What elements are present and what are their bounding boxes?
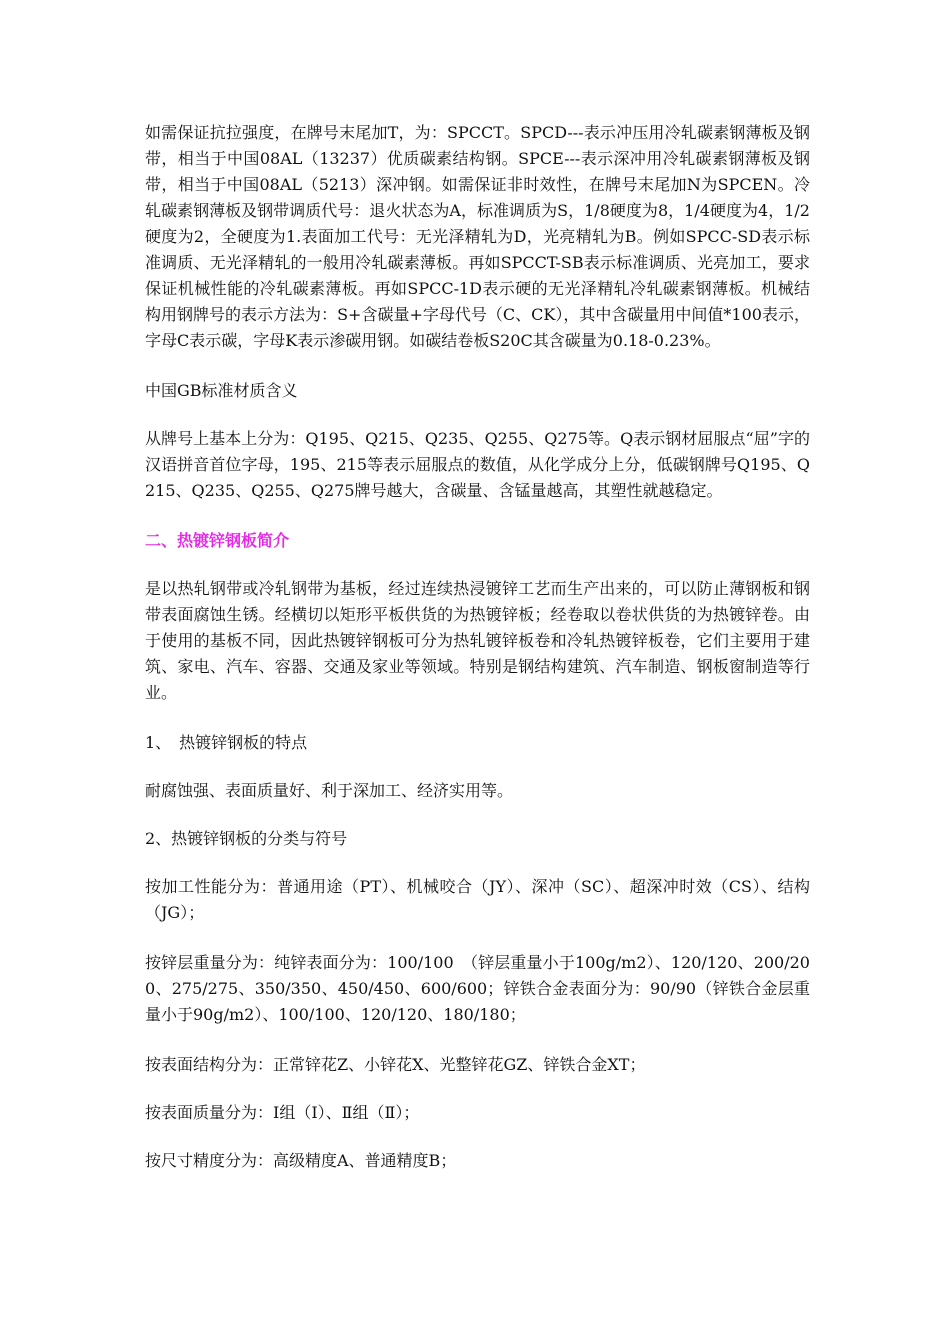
document-page [145, 120, 810, 1196]
subheading-features: 1、 热镀锌钢板的特点 [145, 733, 308, 752]
subheading-classification: 2、热镀锌钢板的分类与符号 [145, 829, 348, 848]
section-heading-galvanized: 二、热镀锌钢板简介 [145, 531, 290, 550]
paragraph-gb-grades: 从牌号上基本上分为：Q195、Q215、Q235、Q255、Q275等。Q表示钢材屈服点“屈”字的汉语拼音首位字母，195、215等表示屈服点的数值，从化学成分上分，低碳钢牌号Q195、Q215、Q235、Q255、Q275牌号越大，含碳量、含锰量越高，其塑性就越稳定。 [145, 429, 810, 500]
paragraph-galvanized-intro: 是以热轧钢带或冷轧钢带为基板，经过连续热浸镀锌工艺而生产出来的，可以防止薄钢板和钢带表面腐蚀生锈。经横切以矩形平板供货的为热镀锌板；经卷取以卷状供货的为热镀锌卷。由于使用的基板不同，因此热镀锌钢板可分为热轧镀锌板卷和冷轧热镀锌板卷，它们主要用于建筑、家电、汽车、容器、交通及家业等领域。特别是钢结构建筑、汽车制造、钢板窗制造等行业。 [145, 579, 810, 702]
paragraph-features: 耐腐蚀强、表面质量好、利于深加工、经济实用等。 [145, 781, 514, 800]
paragraph-gb-title: 中国GB标准材质含义 [145, 381, 298, 400]
paragraph-zinc-weight: 按锌层重量分为：纯锌表面分为：100/100 （锌层重量小于100g/m2）、120/120、200/200、275/275、350/350、450/450、600/600；锌铁合金表面分为：90/90（锌铁合金层重量小于90g/m2）、100/100、120/120、180/180； [145, 953, 810, 1024]
paragraph-surface-structure: 按表面结构分为：正常锌花Z、小锌花X、光整锌花GZ、锌铁合金XT； [145, 1055, 646, 1074]
paragraph-spcc-grades: 如需保证抗拉强度，在牌号末尾加T，为：SPCCT。SPCD---表示冲压用冷轧碳素钢薄板及钢带，相当于中国08AL（13237）优质碳素结构钢。SPCE---表示深冲用冷轧碳素钢薄板及钢带，相当于中国08AL（5213）深冲钢。如需保证非时效性，在牌号末尾加N为SPCEN。冷轧碳素钢薄板及钢带调质代号：退火状态为A，标准调质为S，1/8硬度为8，1/4硬度为4，1/2硬度为2，全硬度为1.表面加工代号：无光泽精轧为D，光亮精轧为B。例如SPCC-SD表示标准调质、无光泽精轧的一般用冷轧碳素薄板。再如SPCCT-SB表示标准调质、光亮加工，要求保证机械性能的冷轧碳素薄板。再如SPCC-1D表示硬的无光泽精轧冷轧碳素钢薄板。机械结构用钢牌号的表示方法为：S+含碳量+字母代号（C、CK），其中含碳量用中间值*100表示，字母C表示碳，字母K表示渗碳用钢。如碳结卷板S20C其含碳量为0.18-0.23%。 [145, 123, 810, 350]
paragraph-processing: 按加工性能分为：普通用途（PT）、机械咬合（JY）、深冲（SC）、超深冲时效（CS）、结构（JG）； [145, 877, 810, 922]
paragraph-dimension-accuracy: 按尺寸精度分为：高级精度A、普通精度B； [145, 1151, 457, 1170]
paragraph-surface-quality: 按表面质量分为：Ⅰ组（Ⅰ）、Ⅱ组（Ⅱ）； [145, 1103, 420, 1122]
